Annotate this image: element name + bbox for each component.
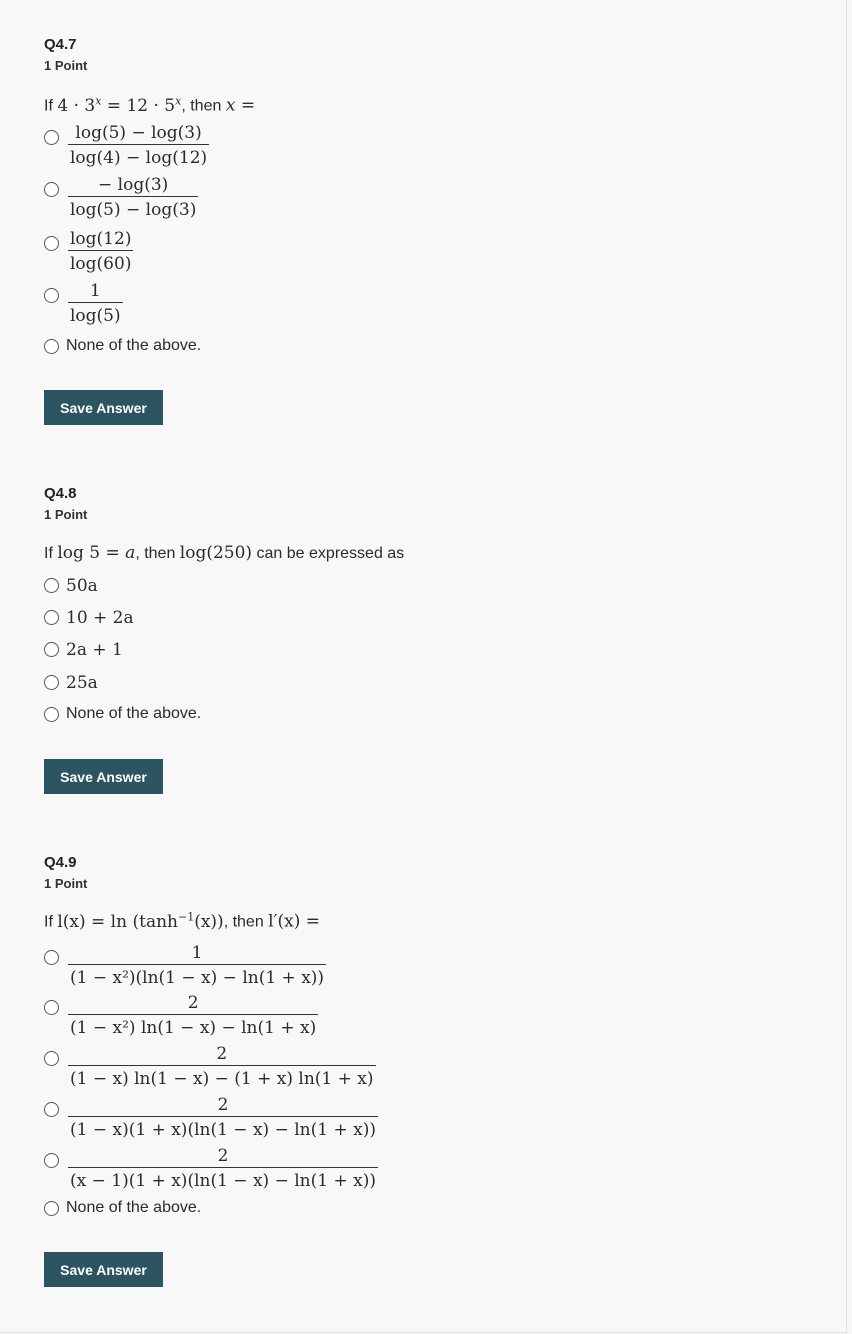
save-answer-button[interactable]: Save Answer [44, 390, 163, 425]
option-2[interactable] [44, 175, 244, 224]
save-answer-button[interactable]: Save Answer [44, 1252, 163, 1287]
radio-button[interactable] [44, 642, 59, 657]
fraction: $\frac{1}{\text{(1 − x²)(ln(1 − x) − ln(1 + x))}}$ [70, 943, 325, 988]
option-1[interactable] [44, 943, 384, 992]
radio-button[interactable] [44, 610, 59, 625]
option-2[interactable] [44, 993, 384, 1042]
fraction: $\frac{- \log(3)}{\log(5) - \log(3)}$ [70, 175, 197, 220]
question-title: Q4.8 [44, 485, 77, 502]
radio-button[interactable] [44, 1153, 59, 1168]
option-4[interactable] [44, 1095, 384, 1144]
question-points: 1 Point [44, 58, 88, 73]
radio-button[interactable] [44, 578, 59, 593]
radio-button[interactable] [44, 1051, 59, 1066]
question-points: 1 Point [44, 876, 88, 891]
option-none[interactable]: None of the above. [44, 339, 244, 359]
fraction: $\frac{2}{\text{(1 − x²) ln(1 − x) − ln(1 + x)}}$ [70, 993, 317, 1038]
option-3[interactable]: 2a + 1 [44, 642, 164, 662]
question-prompt: If log 5 = a, then log(250) can be expressed as [44, 543, 405, 563]
option-3[interactable] [44, 1044, 384, 1093]
radio-button[interactable] [44, 1000, 59, 1015]
radio-button[interactable] [44, 182, 59, 197]
option-2[interactable]: 10 + 2a [44, 610, 164, 630]
fraction: $\frac{\log(5) - \log(3)}{\log(4) - \log(12)}$ [70, 123, 208, 168]
fraction: $\frac{2}{(1 - x) \ln(1 - x) - (1 + x) \ln(1 + x)}$ [70, 1044, 374, 1089]
fraction: $\frac{2}{(x - 1)(1 + x)(\ln(1 - x) - \ln(1 + x))}$ [70, 1146, 376, 1191]
fraction: $\frac{1}{\log(5)}$ [70, 281, 121, 326]
option-none[interactable]: None of the above. [44, 707, 244, 727]
question-prompt: If $4 \cdot 3^x = 12 \cdot 5^x$, then x = [44, 94, 256, 116]
fraction: $\frac{2}{(1 - x)(1 + x)(\ln(1 - x) - \ln(1 + x))}$ [70, 1095, 376, 1140]
option-4[interactable] [44, 281, 244, 330]
radio-button[interactable] [44, 950, 59, 965]
radio-button[interactable] [44, 707, 59, 722]
option-4[interactable]: 25a [44, 675, 164, 695]
radio-button[interactable] [44, 339, 59, 354]
question-title: Q4.9 [44, 854, 77, 871]
radio-button[interactable] [44, 130, 59, 145]
radio-button[interactable] [44, 1201, 59, 1216]
fraction: $\frac{\log(12)}{\log(60)}$ [70, 229, 132, 274]
option-none[interactable]: None of the above. [44, 1201, 244, 1221]
question-points: 1 Point [44, 507, 88, 522]
question-title: Q4.7 [44, 36, 77, 53]
radio-button[interactable] [44, 288, 59, 303]
radio-button[interactable] [44, 236, 59, 251]
option-1[interactable] [44, 123, 244, 172]
option-3[interactable] [44, 229, 244, 278]
option-1[interactable]: 50a [44, 578, 164, 598]
radio-button[interactable] [44, 1102, 59, 1117]
radio-button[interactable] [44, 675, 59, 690]
question-prompt: If $l(x) = \ln (\tanh^{-1}(x))$, then l′(x) = [44, 910, 320, 932]
option-5[interactable] [44, 1146, 384, 1195]
save-answer-button[interactable]: Save Answer [44, 759, 163, 794]
